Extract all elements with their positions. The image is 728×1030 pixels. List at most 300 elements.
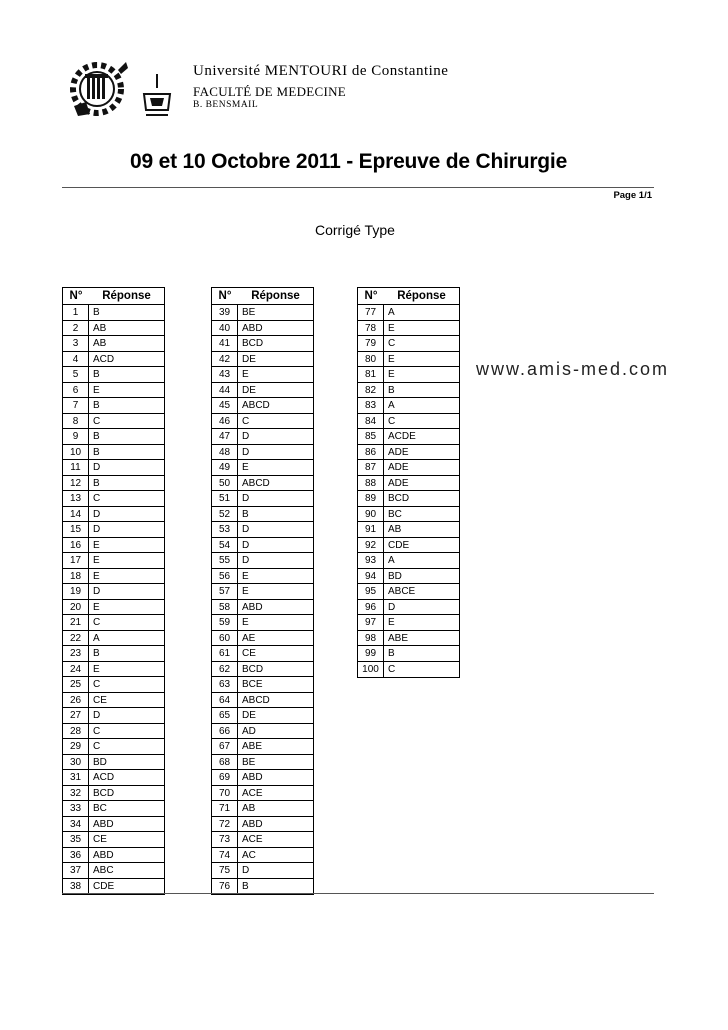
answer-value: D [93,524,101,535]
answer-value: D [242,431,250,442]
question-number: 81 [358,367,384,382]
answer-value: C [93,679,101,690]
answer-value: BE [242,307,256,318]
table-row [358,615,459,631]
table-row [63,832,164,848]
answer-table-column-3 [357,287,460,678]
table-row [63,398,164,414]
table-row [212,615,313,631]
table-row [212,414,313,430]
question-number: 41 [212,336,238,351]
question-number: 27 [63,708,89,723]
question-number: 97 [358,615,384,630]
answer-value: D [242,865,250,876]
table-row [63,863,164,879]
question-number: 61 [212,646,238,661]
table-row [63,584,164,600]
footer-divider [62,893,654,894]
question-number: 86 [358,445,384,460]
table-row [212,352,313,368]
table-row [212,786,313,802]
table-row [63,724,164,740]
question-number: 54 [212,538,238,553]
question-number: 51 [212,491,238,506]
question-number: 84 [358,414,384,429]
answer-value: B [93,477,100,489]
table-row [212,476,313,492]
table-row [358,398,459,414]
table-header [212,288,313,305]
answer-value: C [242,415,250,427]
question-number: 33 [63,801,89,816]
table-header [63,288,164,305]
question-number: 93 [358,553,384,568]
table-row [63,476,164,492]
answer-value: D [242,493,250,504]
question-number: 13 [63,491,89,506]
answer-value: C [93,415,101,427]
table-row [212,600,313,616]
table-row [358,584,459,600]
question-number: 58 [212,600,238,615]
table-row [63,786,164,802]
title-divider [62,187,654,188]
table-row [63,646,164,662]
answer-value: ABCD [242,400,270,411]
table-row [212,755,313,771]
table-row [212,817,313,833]
table-row [212,522,313,538]
watermark-url: www.amis-med.com [476,359,670,379]
question-number: 43 [212,367,238,382]
question-number: 74 [212,848,238,863]
answer-value: B [93,431,100,442]
question-number: 69 [212,770,238,785]
question-number: 39 [212,305,238,320]
table-row [358,414,459,430]
table-row [358,476,459,492]
answer-value: E [93,570,100,582]
answer-value: ABD [242,818,263,830]
question-number: 16 [63,538,89,553]
table-row [63,848,164,864]
table-row [63,755,164,771]
question-number: 55 [212,553,238,568]
table-row [212,708,313,724]
table-row [212,429,313,445]
table-row [212,367,313,383]
answer-value: DE [242,353,256,365]
answer-value: B [242,508,249,520]
answer-table-column-1 [62,287,165,895]
answer-value: C [388,415,396,427]
table-row [63,708,164,724]
question-number: 1 [63,305,89,320]
table-row [63,693,164,709]
question-number: 5 [63,367,89,382]
question-number: 98 [358,631,384,646]
table-row [358,321,459,337]
answer-value: C [93,741,101,752]
answer-value: BD [388,570,402,582]
table-row [358,569,459,585]
table-row [358,538,459,554]
answer-value: D [388,601,396,613]
header-answer: Réponse [102,290,151,302]
question-number: 26 [63,693,89,708]
table-row [63,336,164,352]
question-number: 36 [63,848,89,863]
answer-value: ABE [242,741,263,752]
table-row [212,677,313,693]
answer-value: E [388,322,395,334]
table-header [358,288,459,305]
table-row [358,460,459,476]
answer-value: ACE [242,787,263,799]
question-number: 45 [212,398,238,413]
answer-value: CDE [93,880,115,892]
answer-value: D [93,462,101,473]
question-number: 68 [212,755,238,770]
question-number: 60 [212,631,238,646]
answer-value: B [242,880,249,892]
question-number: 9 [63,429,89,444]
question-number: 48 [212,445,238,460]
table-row [63,879,164,895]
table-row [63,414,164,430]
table-row [63,352,164,368]
table-row [63,553,164,569]
table-row [63,305,164,321]
question-number: 15 [63,522,89,537]
question-number: 75 [212,863,238,878]
table-row [358,445,459,461]
table-row [63,460,164,476]
table-row [212,569,313,585]
page-number: Page 1/1 [613,190,652,201]
question-number: 32 [63,786,89,801]
question-number: 20 [63,600,89,615]
answer-value: D [93,508,101,520]
answer-value: BD [93,756,107,768]
answer-value: BCE [242,679,263,690]
answer-value: ADE [388,477,409,489]
table-row [212,770,313,786]
question-number: 88 [358,476,384,491]
answer-value: CDE [388,539,410,551]
answer-value: AB [93,322,107,334]
question-number: 92 [358,538,384,553]
question-number: 57 [212,584,238,599]
university-name: Université MENTOURI de Constantine [193,63,449,79]
question-number: 21 [63,615,89,630]
table-row [63,569,164,585]
table-row [358,429,459,445]
question-number: 28 [63,724,89,739]
question-number: 53 [212,522,238,537]
answer-value: ABD [93,818,114,830]
table-row [63,770,164,786]
answer-value: AC [242,849,256,861]
answer-value: E [388,617,395,628]
question-number: 18 [63,569,89,584]
question-number: 46 [212,414,238,429]
answer-value: E [242,570,249,582]
question-number: 99 [358,646,384,661]
answer-value: ABD [93,849,114,861]
question-number: 38 [63,879,89,895]
question-number: 96 [358,600,384,615]
table-row [358,522,459,538]
table-row [212,863,313,879]
question-number: 8 [63,414,89,429]
table-row [212,336,313,352]
page-title: 09 et 10 Octobre 2011 - Epreuve de Chirurgie [130,150,568,173]
table-row [212,305,313,321]
header-number: N° [218,290,232,302]
answer-value: CE [93,834,107,845]
faculty-name: FACULTÉ DE MEDECINE [193,84,347,99]
table-row [212,321,313,337]
table-row [212,693,313,709]
answer-value: AB [93,338,107,349]
question-number: 42 [212,352,238,367]
answer-value: AB [388,524,402,535]
answer-value: E [93,601,100,613]
answer-value: D [242,446,250,458]
answer-value: A [388,307,395,318]
university-gear-logo [66,56,128,120]
table-row [63,615,164,631]
answer-value: E [242,586,249,597]
header-number: N° [69,290,83,302]
question-number: 79 [358,336,384,351]
question-number: 6 [63,383,89,398]
answer-value: B [93,446,100,458]
table-row [212,491,313,507]
answer-value: DE [242,710,256,721]
dean-name: B. BENSMAIL [193,100,259,110]
question-number: 25 [63,677,89,692]
table-row [63,538,164,554]
table-row [63,600,164,616]
question-number: 2 [63,321,89,336]
question-number: 3 [63,336,89,351]
question-number: 70 [212,786,238,801]
answer-value: C [388,338,396,349]
table-row [212,507,313,523]
question-number: 44 [212,383,238,398]
answer-value: ABE [388,632,409,644]
table-row [63,383,164,399]
question-number: 12 [63,476,89,491]
question-number: 34 [63,817,89,832]
answer-value: E [93,555,100,566]
answer-value: BC [388,508,402,520]
question-number: 90 [358,507,384,522]
answer-value: ACD [93,353,115,365]
question-number: 87 [358,460,384,475]
answer-value: BCD [388,493,410,504]
table-row [63,445,164,461]
question-number: 72 [212,817,238,832]
question-number: 49 [212,460,238,475]
answer-value: C [93,617,101,628]
answer-value: BCD [242,338,264,349]
table-row [358,305,459,321]
answer-value: E [93,384,100,396]
answer-value: A [388,555,395,566]
answer-value: BCD [93,787,115,799]
table-row [212,584,313,600]
question-number: 67 [212,739,238,754]
table-row [212,662,313,678]
question-number: 37 [63,863,89,878]
question-number: 94 [358,569,384,584]
answer-value: ABD [242,601,263,613]
answer-value: B [93,648,100,659]
answer-value: E [388,369,395,380]
answer-value: AB [242,803,256,814]
answer-value: C [93,493,101,504]
subtitle: Corrigé Type [315,222,395,238]
question-number: 66 [212,724,238,739]
answer-value: B [93,369,100,380]
question-number: 85 [358,429,384,444]
question-number: 17 [63,553,89,568]
header-answer: Réponse [251,290,300,302]
table-row [63,801,164,817]
question-number: 95 [358,584,384,599]
answer-value: CE [93,694,107,706]
faculty-emblem-logo [140,74,174,120]
table-row [212,801,313,817]
table-row [358,336,459,352]
table-row [63,367,164,383]
question-number: 14 [63,507,89,522]
table-row [63,677,164,693]
table-row [358,646,459,662]
question-number: 77 [358,305,384,320]
answer-value: AE [242,632,256,644]
table-row [212,538,313,554]
question-number: 31 [63,770,89,785]
answer-value: ABD [242,322,263,334]
answer-value: B [388,384,395,396]
answer-value: BCD [242,663,264,675]
answer-value: AD [242,725,256,737]
question-number: 56 [212,569,238,584]
table-row [63,507,164,523]
answer-value: E [242,617,249,628]
table-row [358,491,459,507]
table-row [63,429,164,445]
question-number: 50 [212,476,238,491]
table-row [358,367,459,383]
table-row [63,321,164,337]
answer-value: ABCD [242,694,270,706]
answer-value: D [242,539,250,551]
question-number: 29 [63,739,89,754]
answer-value: D [242,555,250,566]
table-row [212,724,313,740]
answer-value: BC [93,803,107,814]
table-row [212,460,313,476]
question-number: 22 [63,631,89,646]
answer-value: ADE [388,462,409,473]
answer-value: A [388,400,395,411]
answer-value: E [242,462,249,473]
answer-value: B [93,307,100,318]
answer-value: E [93,539,100,551]
question-number: 91 [358,522,384,537]
table-row [358,631,459,647]
answer-value: DE [242,384,256,396]
header-answer: Réponse [397,290,446,302]
question-number: 59 [212,615,238,630]
question-number: 4 [63,352,89,367]
question-number: 52 [212,507,238,522]
question-number: 40 [212,321,238,336]
question-number: 62 [212,662,238,677]
institution-header [193,62,448,111]
answer-value: ABC [93,865,114,876]
table-row [212,646,313,662]
question-number: 24 [63,662,89,677]
table-row [358,352,459,368]
answer-value: B [93,400,100,411]
question-number: 78 [358,321,384,336]
answer-value: ABD [242,772,263,783]
question-number: 76 [212,879,238,895]
question-number: 65 [212,708,238,723]
answer-value: ADE [388,446,409,458]
table-row [212,832,313,848]
question-number: 82 [358,383,384,398]
question-number: 100 [358,662,384,678]
table-row [63,522,164,538]
answer-value: A [93,632,100,644]
question-number: 89 [358,491,384,506]
table-row [212,383,313,399]
question-number: 23 [63,646,89,661]
table-row [358,507,459,523]
table-row [212,848,313,864]
answer-value: BE [242,756,256,768]
table-row [358,383,459,399]
table-row [63,739,164,755]
answer-value: ACD [93,772,115,783]
table-row [212,631,313,647]
answer-value: CE [242,648,256,659]
answer-value: D [242,524,250,535]
answer-value: ACDE [388,431,416,442]
question-number: 10 [63,445,89,460]
header-number: N° [364,290,378,302]
answer-value: ABCE [388,586,416,597]
question-number: 30 [63,755,89,770]
table-row [212,553,313,569]
question-number: 80 [358,352,384,367]
table-row [358,662,459,678]
table-row [358,600,459,616]
answer-value: ABCD [242,477,270,489]
question-number: 64 [212,693,238,708]
table-row [212,445,313,461]
table-row [63,817,164,833]
table-row [63,662,164,678]
answer-table-column-2 [211,287,314,895]
